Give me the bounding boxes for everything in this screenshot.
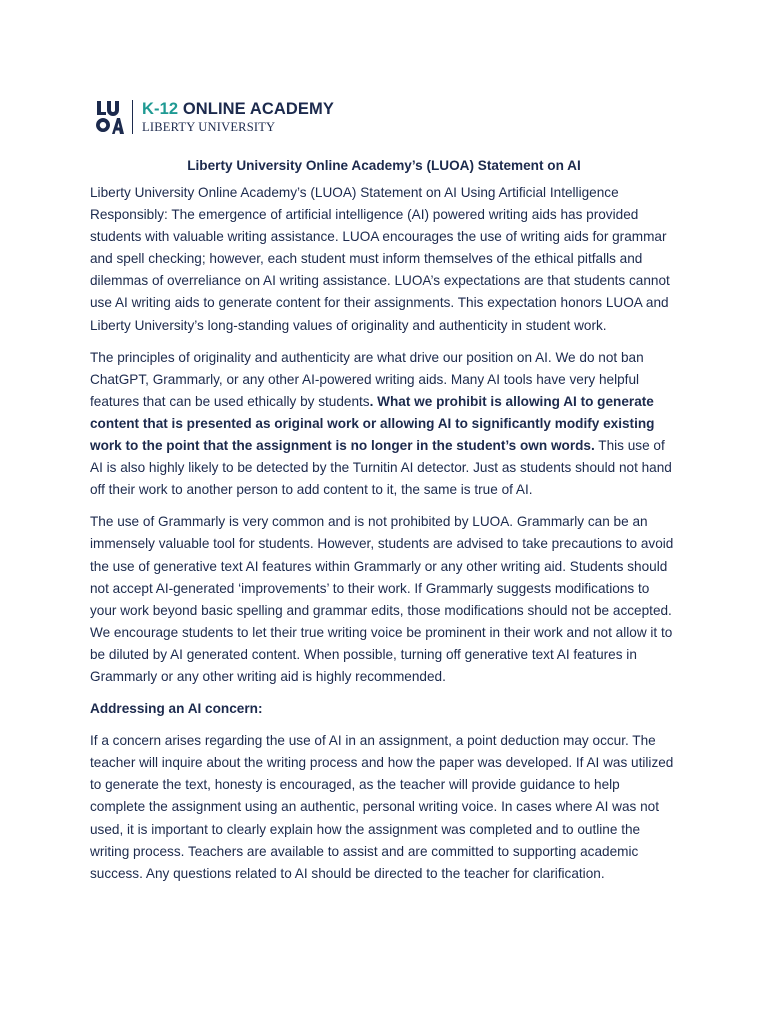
paragraph-principles	[90, 347, 678, 502]
document-page	[90, 98, 678, 885]
paragraph-intro: Liberty University Online Academy’s (LUOA) Statement on AI Using Artificial Intelligence Responsibly: The emergence of artificial intelligence (AI) powered writing aids has provided students with valuable writing assistance. LUOA encourages the use of writing aids for grammar and spell checking; however, each student must inform themselves of the ethical pitfalls and dilemmas of overreliance on AI writing assistance. LUOA’s expectations are that students cannot use AI writing aids to generate content for their assignments. This expectation honors LUOA and Liberty University’s long-standing values of originality and authenticity in student work.	[90, 185, 670, 333]
section-heading-ai-concern: Addressing an AI concern:	[90, 701, 263, 717]
paragraph-grammarly: The use of Grammarly is very common and is not prohibited by LUOA. Grammarly can be an immensely valuable tool for students. However, students are advised to take precautions to avoid the use of generative text AI features within Grammarly or any other writing aid. Students should not accept AI-generated ‘improvements’ to their work. If Grammarly suggests modifications to your work beyond basic spelling and grammar edits, those modifications should not be accepted. We encourage students to let their true writing voice be prominent in their work and not allow it to be diluted by AI generated content. When possible, turning off generative text AI features in Grammarly or any other writing aid is highly recommended.	[90, 514, 674, 684]
logo-divider	[132, 100, 133, 134]
logo-university: LIBERTY UNIVERSITY	[142, 119, 276, 134]
paragraph-ai-concern: If a concern arises regarding the use of AI in an assignment, a point deduction may occur. The teacher will inquire about the writing process and how the paper was developed. If AI was utilized to generate the text, honesty is encouraged, as the teacher will provide guidance to help complete the assignment using an authentic, personal writing voice. In cases where AI was not used, it is important to clearly explain how the assignment was completed and to outline the writing process. Teachers are available to assist and are committed to supporting academic success. Any questions related to AI should be directed to the teacher for clarification.	[90, 733, 674, 881]
paragraph-principles-bold: . What we prohibit is allowing AI to generate content that is presented as original work or allowing AI to significantly modify existing work to the point that the assignment is no longer in the student’s own words.	[90, 393, 655, 454]
document-title: Liberty University Online Academy’s (LUOA) Statement on AI	[187, 158, 581, 173]
paragraph-principles-start: The principles of originality and authenticity are what drive our position on AI. We do not ban ChatGPT, Grammarly, or any other AI-powered writing aids. Many AI tools have very helpful features that can be used ethically by students	[90, 349, 644, 409]
logo-wordmark	[142, 101, 334, 133]
logo-k12: K-12	[142, 100, 179, 118]
paragraph-principles-end: This use of AI is also highly likely to be detected by the Turnitin AI detector. Just as students should not hand off their work to another person to add content to it, the same is true of AI.	[90, 438, 672, 498]
luoa-monogram-icon	[96, 99, 124, 135]
luoa-logo	[96, 98, 678, 136]
logo-academy-name	[142, 101, 334, 118]
logo-online-academy: ONLINE ACADEMY	[178, 100, 334, 118]
